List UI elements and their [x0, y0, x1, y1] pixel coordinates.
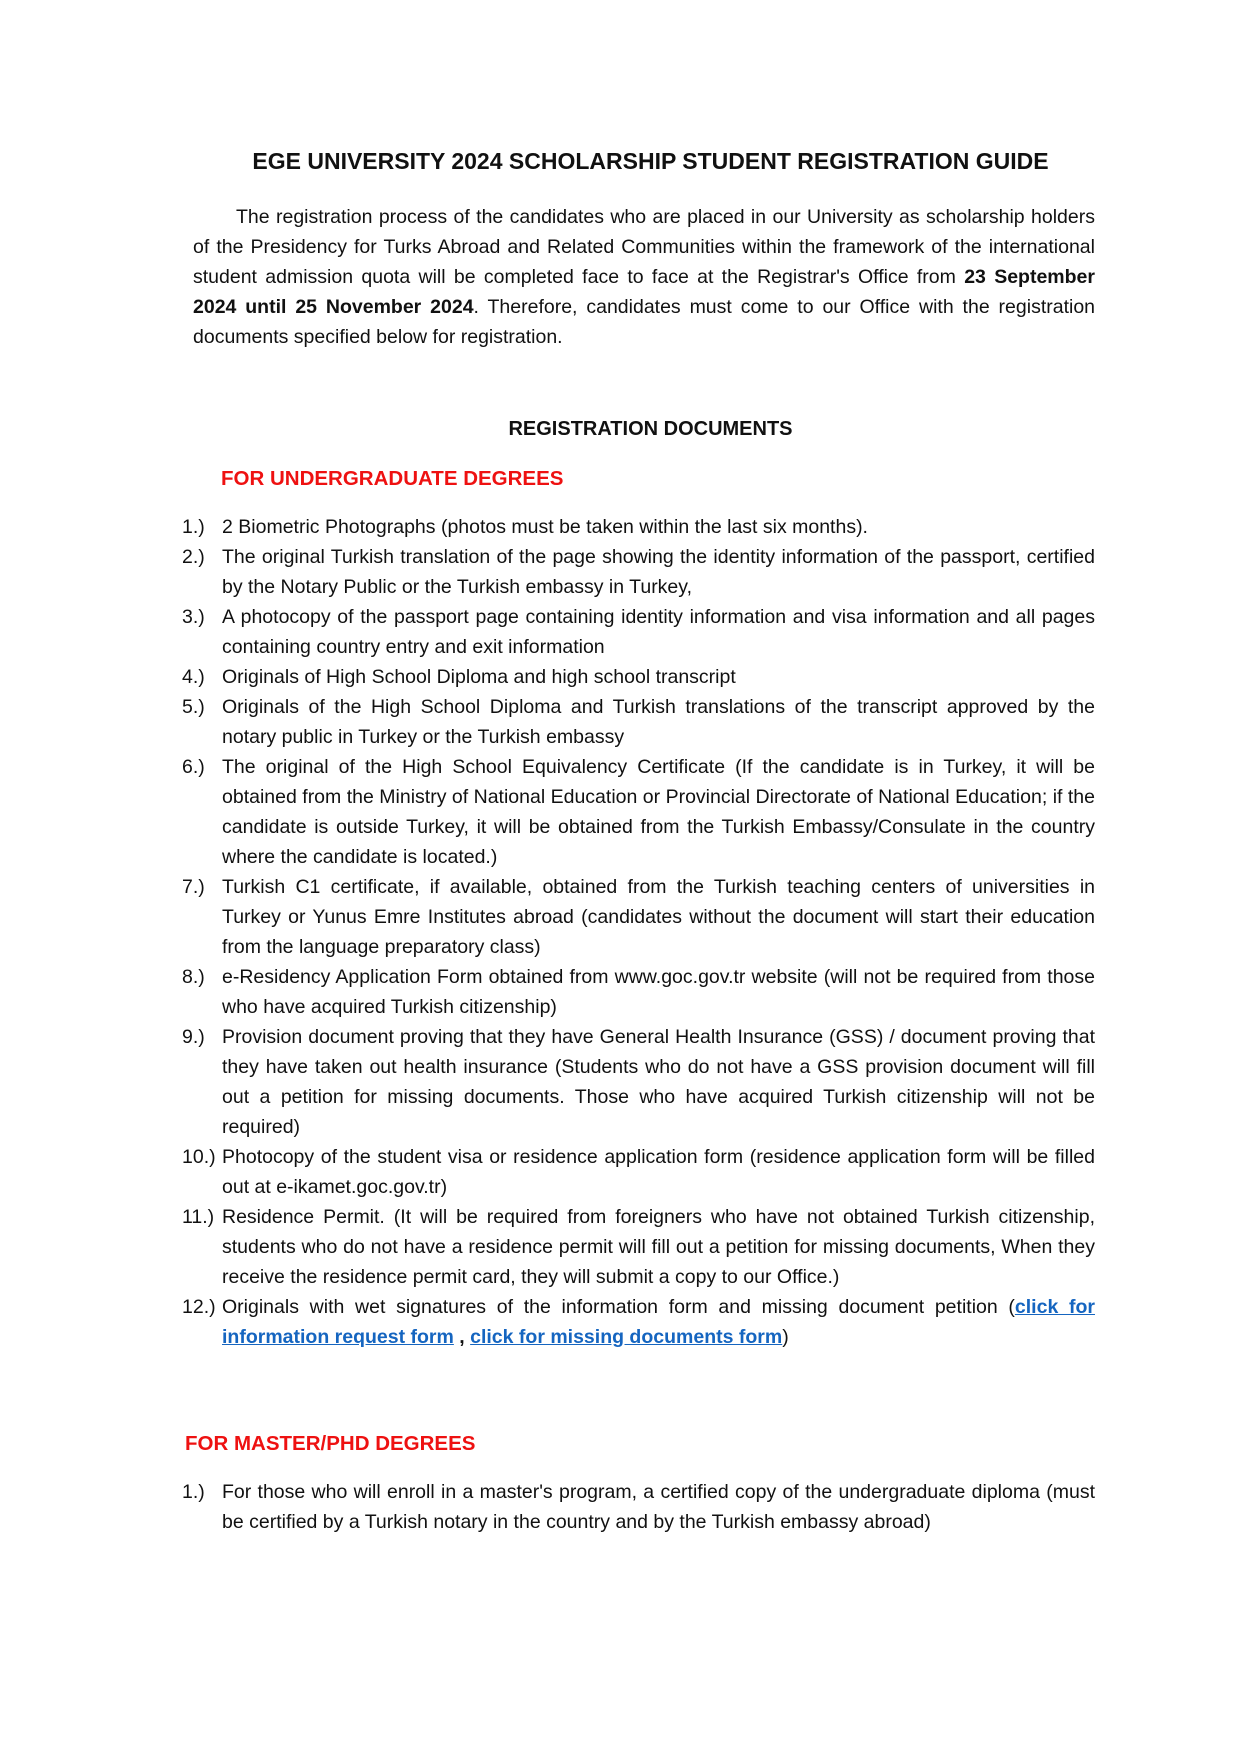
item-number: 11.) [182, 1206, 215, 1228]
information-request-form-link[interactable]: click for information request form [222, 1296, 1095, 1348]
list-item [182, 872, 1095, 962]
item-text: e-Residency Application Form obtained from www.goc.gov.tr website (will not be required from those who have acquired Turkish citizenship) [222, 966, 1095, 1018]
intro-paragraph [193, 202, 1095, 352]
list-item [182, 1142, 1095, 1202]
document-page [182, 0, 1096, 1753]
intro-text-part2: . Therefore, candidates must come to our Office with the registration documents specified below for registration. [193, 296, 1096, 348]
registration-documents-heading: REGISTRATION DOCUMENTS [508, 418, 793, 440]
item-text: Photocopy of the student visa or residence application form (residence application form will be filled out at e-ikamet.goc.gov.tr) [222, 1146, 1095, 1198]
item-number: 6.) [182, 756, 205, 778]
undergraduate-heading: FOR UNDERGRADUATE DEGREES [221, 467, 564, 490]
list-item [182, 692, 1095, 752]
item-number: 1.) [182, 516, 205, 538]
item-number: 4.) [182, 666, 205, 688]
undergraduate-document-list [182, 512, 1095, 1352]
item-text: 2 Biometric Photographs (photos must be taken within the last six months). [222, 516, 868, 538]
item-text: A photocopy of the passport page containing identity information and visa information and all pages containing country entry and exit information [222, 606, 1095, 658]
item-text: Residence Permit. (It will be required from foreigners who have not obtained Turkish citizenship, students who do not have a residence permit will fill out a petition for missing documents, When they receive the residence permit card, they will submit a copy to our Office.) [222, 1206, 1095, 1288]
item-number: 9.) [182, 1026, 205, 1048]
list-item [182, 1202, 1095, 1292]
item-number: 7.) [182, 876, 205, 898]
item-text: Originals with wet signatures of the information form and missing document petition ( [222, 1296, 1015, 1318]
item-number: 3.) [182, 606, 205, 628]
item-text: Provision document proving that they have General Health Insurance (GSS) / document proving that they have taken out health insurance (Students who do not have a GSS provision document will fill out a petition for missing documents. Those who have acquired Turkish citizenship will not be required) [222, 1026, 1095, 1138]
list-item [182, 962, 1095, 1022]
list-item [182, 1477, 1095, 1537]
masters-phd-heading: FOR MASTER/PHD DEGREES [185, 1432, 476, 1455]
list-item [182, 542, 1095, 602]
item-text-end: ) [782, 1326, 789, 1348]
item-number: 8.) [182, 966, 205, 988]
list-item [182, 602, 1095, 662]
list-item [182, 512, 1095, 542]
list-item [182, 752, 1095, 872]
masters-document-list [182, 1477, 1095, 1537]
item-text: The original Turkish translation of the page showing the identity information of the passport, certified by the Notary Public or the Turkish embassy in Turkey, [222, 546, 1095, 598]
list-item [182, 662, 1095, 692]
item-number: 12.) [182, 1296, 216, 1318]
missing-documents-form-link[interactable]: click for missing documents form [470, 1326, 783, 1348]
list-item [182, 1022, 1095, 1142]
item-text: Originals of the High School Diploma and Turkish translations of the transcript approved by the notary public in Turkey or the Turkish embassy [222, 696, 1095, 748]
registration-dates: 23 September 2024 until 25 November 2024 [193, 266, 1095, 318]
item-text: For those who will enroll in a master's program, a certified copy of the undergraduate diploma (must be certified by a Turkish notary in the country and by the Turkish embassy abroad) [222, 1481, 1095, 1533]
link-separator: , [453, 1326, 471, 1348]
list-item [182, 1292, 1095, 1352]
item-text: Turkish C1 certificate, if available, obtained from the Turkish teaching centers of universities in Turkey or Yunus Emre Institutes abroad (candidates without the document will start their education from the language preparatory class) [222, 876, 1095, 958]
item-number: 5.) [182, 696, 205, 718]
intro-text-part1: The registration process of the candidates who are placed in our University as scholarship holders of the Presidency for Turks Abroad and Related Communities within the framework of the international student admission quota will be completed face to face at the Registrar's Office from [193, 206, 1095, 288]
item-number: 2.) [182, 546, 205, 568]
item-text: The original of the High School Equivalency Certificate (If the candidate is in Turkey, it will be obtained from the Ministry of National Education or Provincial Directorate of National Education; if the candidate is outside Turkey, it will be obtained from the Turkish Embassy/Consulate in the country where the candidate is located.) [222, 756, 1095, 868]
item-number: 10.) [182, 1146, 216, 1168]
item-number: 1.) [182, 1481, 205, 1503]
item-text: Originals of High School Diploma and high school transcript [222, 666, 736, 688]
page-title: EGE UNIVERSITY 2024 SCHOLARSHIP STUDENT REGISTRATION GUIDE [252, 148, 1049, 174]
